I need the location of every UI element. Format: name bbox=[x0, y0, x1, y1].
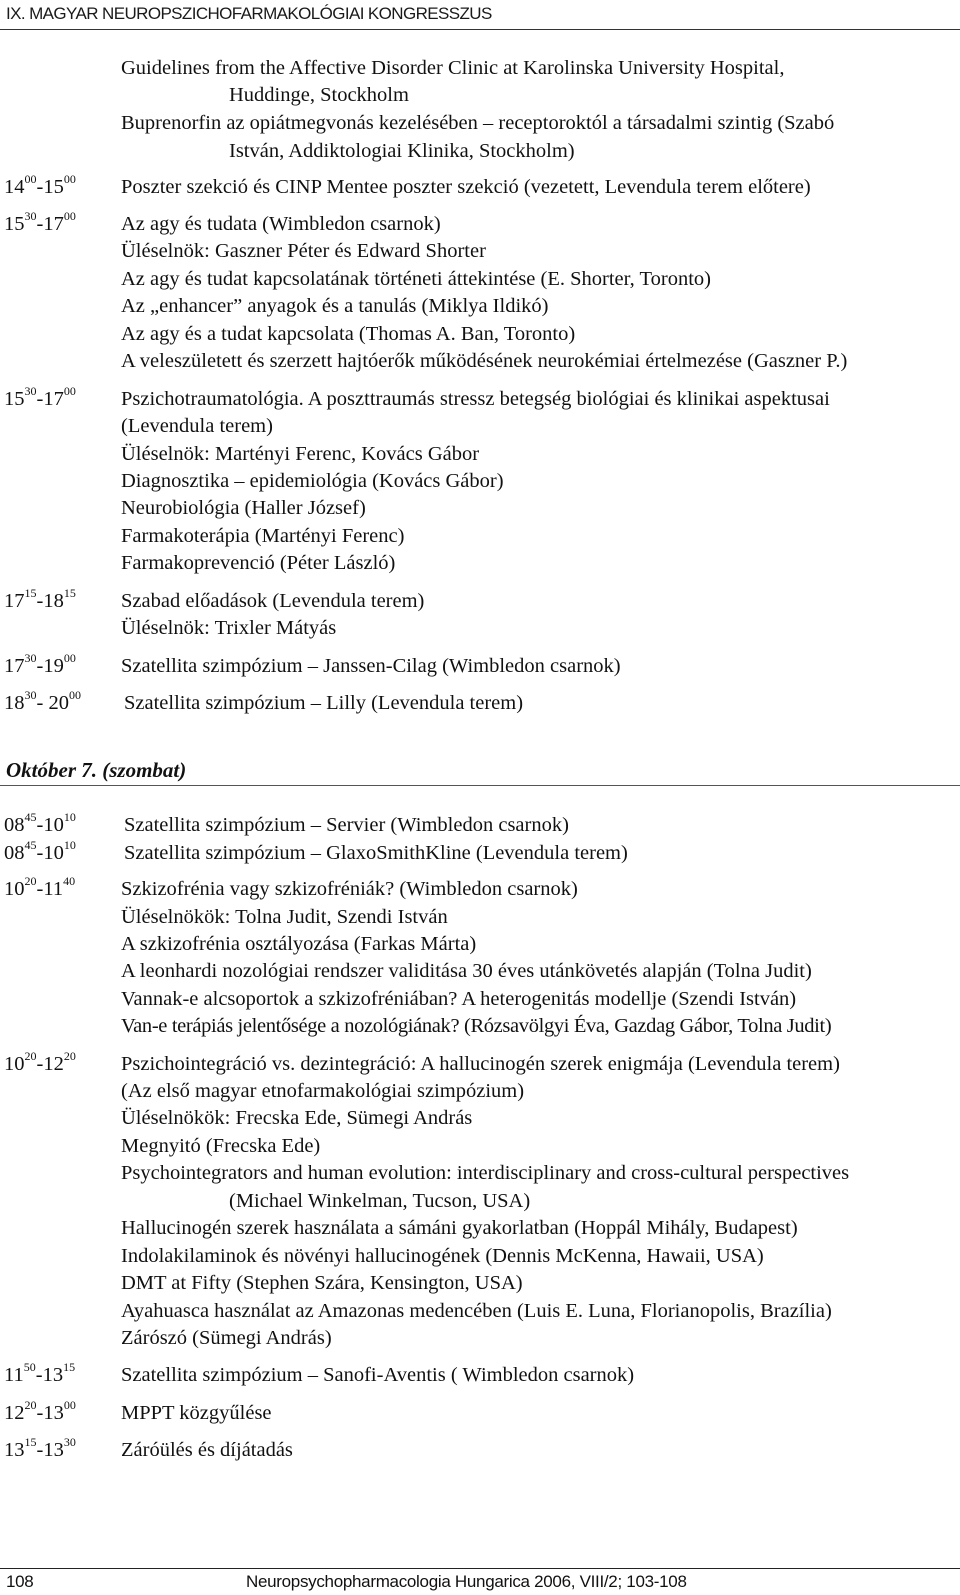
program-line: Farmakoprevenció (Péter László) bbox=[121, 552, 396, 574]
program-line: (Levendula terem) bbox=[121, 415, 273, 437]
footer-rule bbox=[0, 1568, 960, 1569]
program-line: Szatellita szimpózium – Lilly (Levendula terem) bbox=[124, 692, 524, 714]
journal-citation: Neuropsychopharmacologia Hungarica 2006, VIII/2; 103-108 bbox=[246, 1572, 687, 1591]
time-slot: $12^{20}-13^{00}$ bbox=[4, 1398, 76, 1424]
time-slot: $08^{45}-10^{10}$ bbox=[4, 810, 76, 836]
program-line: Pszichointegráció vs. dezintegráció: A hallucinogén szerek enigmája (Levendula terem) bbox=[121, 1053, 840, 1075]
program-line: Üléselnökök: Tolna Judit, Szendi István bbox=[121, 906, 448, 928]
program-line: Van-e terápiás jelentősége a nozológiának? (Rózsavölgyi Éva, Gazdag Gábor, Tolna Judit) bbox=[121, 1015, 832, 1037]
program-line: (Michael Winkelman, Tucson, USA) bbox=[229, 1190, 531, 1212]
program-line: (Az első magyar etnofarmakológiai szimpózium) bbox=[121, 1080, 525, 1102]
program-line: Vannak-e alcsoportok a szkizofréniában? A heterogenitás modellje (Szendi István) bbox=[121, 988, 797, 1010]
program-line: Poszter szekció és CINP Mentee poszter szekció (vezetett, Levendula terem előtere) bbox=[121, 176, 811, 198]
time-slot: $18^{30}-$ $20^{00}$ bbox=[4, 688, 81, 714]
day-heading-rule bbox=[0, 785, 960, 786]
header-rule bbox=[0, 29, 960, 30]
time-slot: $15^{30}-17^{00}$ bbox=[4, 384, 76, 410]
program-line: Az „enhancer” anyagok és a tanulás (Miklya Ildikó) bbox=[121, 295, 549, 317]
time-slot: $14^{00}-15^{00}$ bbox=[4, 172, 76, 198]
program-line: A leonhardi nozológiai rendszer validitása 30 éves utánkövetés alapján (Tolna Judit) bbox=[121, 960, 812, 982]
running-header bbox=[0, 0, 960, 30]
program-line: Psychointegrators and human evolution: interdisciplinary and cross-cultural perspectives bbox=[121, 1162, 850, 1184]
program-line: Szatellita szimpózium – Servier (Wimbledon csarnok) bbox=[124, 814, 569, 836]
program-line: Az agy és tudata (Wimbledon csarnok) bbox=[121, 213, 441, 235]
program-line: Üléselnökök: Frecska Ede, Sümegi András bbox=[121, 1107, 473, 1129]
program-line: Neurobiológia (Haller József) bbox=[121, 497, 366, 519]
time-slot: $10^{20}-11^{40}$ bbox=[4, 874, 76, 900]
program-line: Farmakoterápia (Martényi Ferenc) bbox=[121, 525, 405, 547]
program-line: Üléselnök: Trixler Mátyás bbox=[121, 617, 337, 639]
program-line: Üléselnök: Gaszner Péter és Edward Shorter bbox=[121, 240, 486, 262]
time-slot: $11^{50}-13^{15}$ bbox=[4, 1360, 76, 1386]
program-line: Huddinge, Stockholm bbox=[229, 84, 409, 106]
program-line: Ayahuasca használat az Amazonas medencében (Luis E. Luna, Florianopolis, Brazília) bbox=[121, 1300, 832, 1322]
program-line: DMT at Fifty (Stephen Szára, Kensington, USA) bbox=[121, 1272, 523, 1294]
program-line: Szatellita szimpózium – GlaxoSmithKline (Levendula terem) bbox=[124, 842, 628, 864]
program-line: A szkizofrénia osztályozása (Farkas Márta) bbox=[121, 933, 477, 955]
program-line: Megnyitó (Frecska Ede) bbox=[121, 1135, 321, 1157]
time-slot: $08^{45}-10^{10}$ bbox=[4, 838, 76, 864]
program-line: Buprenorfin az opiátmegvonás kezelésében – receptoroktól a társadalmi szintig (Szabó bbox=[121, 112, 835, 134]
program-line: Zárószó (Sümegi András) bbox=[121, 1327, 332, 1349]
time-slot: $17^{30}-19^{00}$ bbox=[4, 651, 76, 677]
time-slot: $15^{30}-17^{00}$ bbox=[4, 209, 76, 235]
time-slot: $17^{15}-18^{15}$ bbox=[4, 586, 76, 612]
time-slot: $10^{20}-12^{20}$ bbox=[4, 1049, 76, 1075]
program-line: Pszichotraumatológia. A poszttraumás stressz betegség biológiai és klinikai aspektusai bbox=[121, 388, 830, 410]
program-line: Szabad előadások (Levendula terem) bbox=[121, 590, 425, 612]
program-line: Indolakilaminok és növényi hallucinogének (Dennis McKenna, Hawaii, USA) bbox=[121, 1245, 764, 1267]
program-line: Üléselnök: Martényi Ferenc, Kovács Gábor bbox=[121, 443, 480, 465]
program-line: Diagnosztika – epidemiológia (Kovács Gábor) bbox=[121, 470, 504, 492]
program-line: Szkizofrénia vagy szkizofréniák? (Wimbledon csarnok) bbox=[121, 878, 578, 900]
program-line: Az agy és a tudat kapcsolata (Thomas A. Ban, Toronto) bbox=[121, 323, 576, 345]
time-slot: $13^{15}-13^{30}$ bbox=[4, 1435, 76, 1461]
page-number: 108 bbox=[6, 1572, 34, 1591]
program-line: Szatellita szimpózium – Sanofi-Aventis ( Wimbledon csarnok) bbox=[121, 1364, 635, 1386]
program-line: Hallucinogén szerek használata a sámáni gyakorlatban (Hoppál Mihály, Budapest) bbox=[121, 1217, 798, 1239]
program-line: Az agy és tudat kapcsolatának történeti áttekintése (E. Shorter, Toronto) bbox=[121, 268, 711, 290]
program-line: Guidelines from the Affective Disorder Clinic at Karolinska University Hospital, bbox=[121, 57, 785, 79]
header-title: IX. MAGYAR NEUROPSZICHOFARMAKOLÓGIAI KONGRESSZUS bbox=[6, 4, 492, 23]
program-line: A veleszületett és szerzett hajtóerők működésének neurokémiai értelmezése (Gaszner P.) bbox=[121, 350, 848, 372]
program-line: Szatellita szimpózium – Janssen-Cilag (Wimbledon csarnok) bbox=[121, 655, 621, 677]
program-line: MPPT közgyűlése bbox=[121, 1402, 272, 1424]
day-heading: Október 7. (szombat) bbox=[6, 758, 187, 782]
program-line: István, Addiktologiai Klinika, Stockholm) bbox=[229, 140, 575, 162]
program-line: Záróülés és díjátadás bbox=[121, 1439, 293, 1461]
